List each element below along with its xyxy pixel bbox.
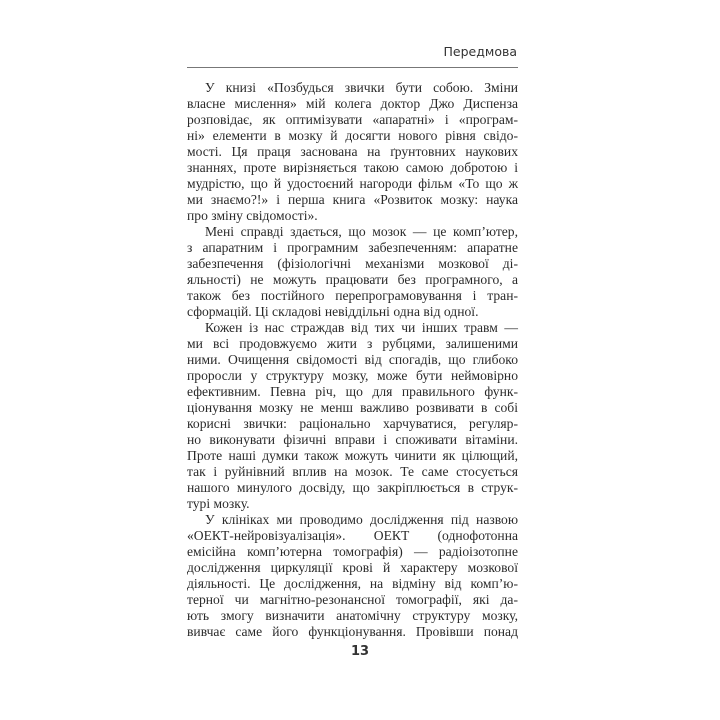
text-line: так і руйнівний вплив на мозок. Те саме стосується <box>187 464 518 479</box>
text-line: ні» елементи в мозку й досягти нового рівня свідо- <box>187 128 518 143</box>
text-line: нашого минулого досвіду, що закріплюється в струк- <box>187 480 518 495</box>
text-line: ми знаємо?!» і перша книга «Розвиток мозку: наука <box>187 192 518 207</box>
paragraph <box>187 80 518 224</box>
text-line: про зміну свідомості». <box>187 208 318 223</box>
text-line: діяльності. Це дослідження, на відміну від комп’ю- <box>187 576 518 591</box>
paragraph <box>187 512 518 640</box>
text-line: ціонування мозку не менш важливо розвивати в собі <box>187 400 518 415</box>
text-line: ють змогу визначити анатомічну структуру мозку, <box>187 608 518 623</box>
text-line: знаннях, проте вирізняється такою самою добротою і <box>187 160 518 175</box>
text-line: власне мислення» мій колега доктор Джо Диспенза <box>187 96 518 111</box>
text-line: ефективним. Певна річ, що для правильного функ- <box>187 384 518 399</box>
text-line: проросли у структуру мозку, може бути неймовірно <box>187 368 518 383</box>
paragraph <box>187 224 518 320</box>
text-line: забезпечення (фізіологічні механізми мозкової ді- <box>187 256 518 271</box>
page-body <box>187 80 518 640</box>
text-line: корисні звички: раціонально харчуватися, регуляр- <box>187 416 518 431</box>
text-line: терної чи магнітно-резонансної томографії, які да- <box>187 592 518 607</box>
text-line: но виконувати фізичні вправи і споживати вітаміни. <box>187 432 518 447</box>
text-line: емісійна комп’ютерна томографія) — радіоізотопне <box>187 544 518 559</box>
text-line: яльності) не можуть працювати без програмного, а <box>187 272 518 287</box>
text-line: з апаратним і програмним забезпеченням: апаратне <box>187 240 518 255</box>
text-line: розповідає, як оптимізувати «апаратні» і «програм- <box>187 112 518 127</box>
text-line: мості. Ця праця заснована на ґрунтовних наукових <box>187 144 518 159</box>
page-number: 13 <box>350 644 370 659</box>
running-header: Передмова <box>443 44 517 59</box>
text-line: вивчає саме його функціонування. Провівши понад <box>187 624 518 639</box>
paragraph <box>187 320 518 512</box>
text-line: Кожен із нас страждав від тих чи інших травм — <box>205 320 518 335</box>
text-line: Проте наші думки також можуть чинити як цілющий, <box>187 448 518 463</box>
text-line: ними. Очищення свідомості від спогадів, що глибоко <box>187 352 518 367</box>
text-line: сформацій. Ці складові невіддільні одна від одної. <box>187 304 479 319</box>
text-line: також без постійного перепрограмовування і тран- <box>187 288 518 303</box>
text-line: турі мозку. <box>187 496 250 511</box>
text-line: дослідження циркуляції крові й характеру мозкової <box>187 560 518 575</box>
text-line: У клініках ми проводимо дослідження під назвою <box>205 512 518 527</box>
text-line: У книзі «Позбудься звички бути собою. Зміни <box>205 80 518 95</box>
text-line: «ОЕКТ-нейровізуалізація». ОЕКТ (однофотонна <box>187 528 518 543</box>
header-rule <box>187 67 518 68</box>
text-line: мудрістю, що й удостоєний нагороди фільм «То що ж <box>187 176 518 191</box>
text-line: Мені справді здається, що мозок — це комп’ютер, <box>205 224 518 239</box>
text-line: ми всі продовжуємо жити з рубцями, залишеними <box>187 336 518 351</box>
